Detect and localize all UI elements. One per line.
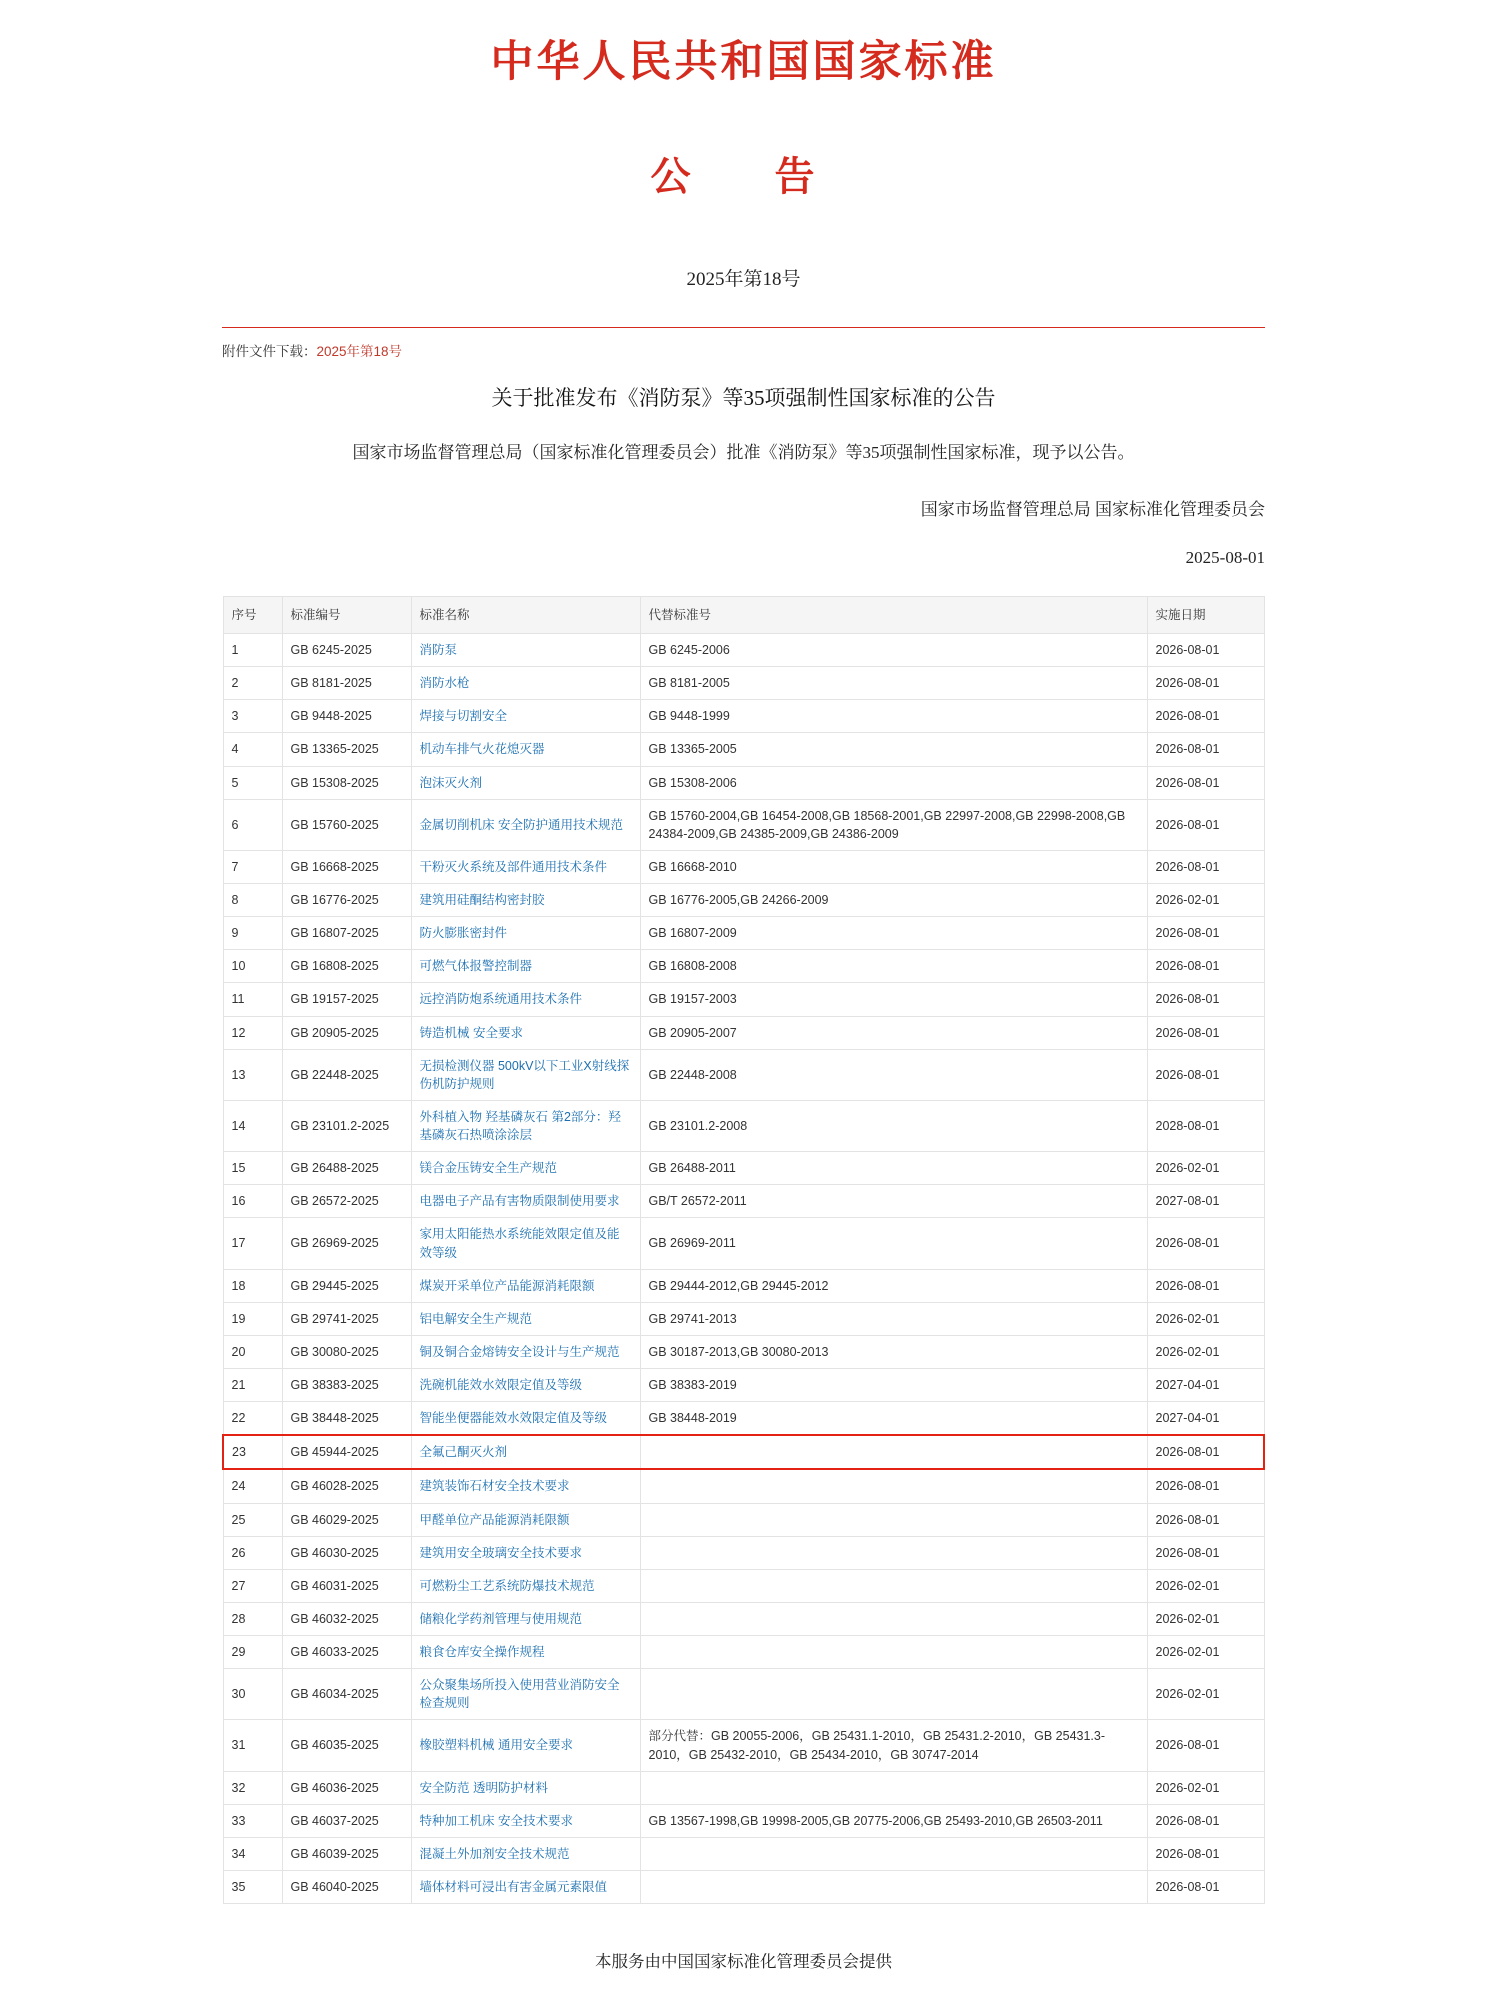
table-row xyxy=(223,1016,1264,1049)
cell-code: GB 46030-2025 xyxy=(282,1536,411,1569)
cell-name[interactable]: 混凝土外加剂安全技术规范 xyxy=(411,1837,640,1870)
cell-replaced: GB 6245-2006 xyxy=(640,634,1147,667)
cell-index: 25 xyxy=(223,1503,282,1536)
cell-date: 2026-08-01 xyxy=(1147,1871,1264,1904)
cell-date: 2026-08-01 xyxy=(1147,667,1264,700)
cell-replaced: GB 16807-2009 xyxy=(640,917,1147,950)
cell-replaced xyxy=(640,1503,1147,1536)
cell-name[interactable]: 甲醛单位产品能源消耗限额 xyxy=(411,1503,640,1536)
table-row xyxy=(223,799,1264,850)
cell-code: GB 46033-2025 xyxy=(282,1636,411,1669)
cell-name[interactable]: 防火膨胀密封件 xyxy=(411,917,640,950)
cell-code: GB 23101.2-2025 xyxy=(282,1100,411,1151)
cell-name[interactable]: 建筑用硅酮结构密封胶 xyxy=(411,884,640,917)
cell-index: 3 xyxy=(223,700,282,733)
table-row xyxy=(223,1402,1264,1436)
cell-index: 27 xyxy=(223,1569,282,1602)
cell-index: 20 xyxy=(223,1335,282,1368)
cell-date: 2026-02-01 xyxy=(1147,1602,1264,1635)
cell-code: GB 30080-2025 xyxy=(282,1335,411,1368)
cell-name[interactable]: 洗碗机能效水效限定值及等级 xyxy=(411,1369,640,1402)
cell-name[interactable]: 智能坐便器能效水效限定值及等级 xyxy=(411,1402,640,1436)
cell-replaced: GB 29741-2013 xyxy=(640,1302,1147,1335)
cell-index: 22 xyxy=(223,1402,282,1436)
cell-code: GB 20905-2025 xyxy=(282,1016,411,1049)
cell-name[interactable]: 机动车排气火花熄灭器 xyxy=(411,733,640,766)
cell-name[interactable]: 公众聚集场所投入使用营业消防安全检查规则 xyxy=(411,1669,640,1720)
cell-index: 28 xyxy=(223,1602,282,1635)
document-body: 国家市场监督管理总局（国家标准化管理委员会）批准《消防泵》等35项强制性国家标准，现予以公告。 xyxy=(352,443,1135,462)
cell-code: GB 46040-2025 xyxy=(282,1871,411,1904)
cell-date: 2027-04-01 xyxy=(1147,1402,1264,1436)
cell-name[interactable]: 安全防范 透明防护材料 xyxy=(411,1771,640,1804)
table-row xyxy=(223,850,1264,883)
cell-date: 2026-08-01 xyxy=(1147,799,1264,850)
cell-date: 2026-08-01 xyxy=(1147,1837,1264,1870)
cell-code: GB 13365-2025 xyxy=(282,733,411,766)
cell-code: GB 46037-2025 xyxy=(282,1804,411,1837)
cell-replaced: GB 29444-2012,GB 29445-2012 xyxy=(640,1269,1147,1302)
cell-code: GB 9448-2025 xyxy=(282,700,411,733)
cell-date: 2026-08-01 xyxy=(1147,733,1264,766)
cell-name[interactable]: 粮食仓库安全操作规程 xyxy=(411,1636,640,1669)
column-header-name: 标准名称 xyxy=(411,597,640,634)
cell-code: GB 26969-2025 xyxy=(282,1218,411,1269)
cell-code: GB 26572-2025 xyxy=(282,1185,411,1218)
cell-code: GB 29741-2025 xyxy=(282,1302,411,1335)
cell-index: 21 xyxy=(223,1369,282,1402)
cell-date: 2026-02-01 xyxy=(1147,1771,1264,1804)
table-row xyxy=(223,1049,1264,1100)
cell-date: 2026-02-01 xyxy=(1147,1669,1264,1720)
cell-name[interactable]: 铸造机械 安全要求 xyxy=(411,1016,640,1049)
cell-replaced: GB 23101.2-2008 xyxy=(640,1100,1147,1151)
cell-name[interactable]: 金属切削机床 安全防护通用技术规范 xyxy=(411,799,640,850)
cell-code: GB 6245-2025 xyxy=(282,634,411,667)
table-row xyxy=(223,1185,1264,1218)
column-header-date: 实施日期 xyxy=(1147,597,1264,634)
cell-date: 2026-02-01 xyxy=(1147,884,1264,917)
cell-replaced: GB 8181-2005 xyxy=(640,667,1147,700)
cell-code: GB 22448-2025 xyxy=(282,1049,411,1100)
table-row xyxy=(223,1771,1264,1804)
cell-index: 5 xyxy=(223,766,282,799)
cell-replaced: GB 9448-1999 xyxy=(640,700,1147,733)
cell-date: 2026-02-01 xyxy=(1147,1335,1264,1368)
cell-name[interactable]: 可燃气体报警控制器 xyxy=(411,950,640,983)
cell-replaced xyxy=(640,1469,1147,1503)
cell-name[interactable]: 无损检测仪器 500kV以下工业X射线探伤机防护规则 xyxy=(411,1049,640,1100)
cell-replaced xyxy=(640,1569,1147,1602)
table-row xyxy=(223,1369,1264,1402)
column-header-index: 序号 xyxy=(223,597,282,634)
table-row xyxy=(223,1218,1264,1269)
cell-index: 8 xyxy=(223,884,282,917)
cell-replaced xyxy=(640,1536,1147,1569)
cell-name[interactable]: 建筑用安全玻璃安全技术要求 xyxy=(411,1536,640,1569)
table-header xyxy=(223,597,1264,634)
cell-name[interactable]: 焊接与切割安全 xyxy=(411,700,640,733)
cell-code: GB 38448-2025 xyxy=(282,1402,411,1436)
cell-replaced xyxy=(640,1636,1147,1669)
cell-name[interactable]: 电器电子产品有害物质限制使用要求 xyxy=(411,1185,640,1218)
cell-index: 6 xyxy=(223,799,282,850)
cell-replaced xyxy=(640,1771,1147,1804)
table-row xyxy=(223,1503,1264,1536)
cell-name[interactable]: 橡胶塑料机械 通用安全要求 xyxy=(411,1720,640,1771)
cell-index: 15 xyxy=(223,1152,282,1185)
table-row xyxy=(223,884,1264,917)
cell-code: GB 26488-2025 xyxy=(282,1152,411,1185)
cell-index: 18 xyxy=(223,1269,282,1302)
cell-index: 10 xyxy=(223,950,282,983)
table-row xyxy=(223,1636,1264,1669)
cell-index: 11 xyxy=(223,983,282,1016)
standards-table xyxy=(222,596,1265,1904)
cell-code: GB 45944-2025 xyxy=(282,1435,411,1469)
table-header-row xyxy=(223,597,1264,634)
cell-code: GB 15760-2025 xyxy=(282,799,411,850)
cell-date: 2026-08-01 xyxy=(1147,1503,1264,1536)
table-row xyxy=(223,1871,1264,1904)
table-row xyxy=(223,1720,1264,1771)
cell-date: 2026-08-01 xyxy=(1147,950,1264,983)
cell-index: 9 xyxy=(223,917,282,950)
cell-replaced: GB 16808-2008 xyxy=(640,950,1147,983)
cell-replaced xyxy=(640,1669,1147,1720)
cell-name[interactable]: 墙体材料可浸出有害金属元素限值 xyxy=(411,1871,640,1904)
cell-code: GB 46028-2025 xyxy=(282,1469,411,1503)
cell-date: 2026-08-01 xyxy=(1147,1269,1264,1302)
cell-index: 29 xyxy=(223,1636,282,1669)
cell-replaced: GB 26969-2011 xyxy=(640,1218,1147,1269)
table-row xyxy=(223,700,1264,733)
cell-name[interactable]: 远控消防炮系统通用技术条件 xyxy=(411,983,640,1016)
cell-replaced xyxy=(640,1435,1147,1469)
cell-index: 14 xyxy=(223,1100,282,1151)
cell-name[interactable]: 铝电解安全生产规范 xyxy=(411,1302,640,1335)
table-row xyxy=(223,950,1264,983)
cell-index: 16 xyxy=(223,1185,282,1218)
table-row xyxy=(223,917,1264,950)
cell-replaced: GB 38383-2019 xyxy=(640,1369,1147,1402)
issuing-authority: 国家市场监督管理总局 国家标准化管理委员会 xyxy=(920,500,1265,519)
cell-index: 17 xyxy=(223,1218,282,1269)
cell-date: 2026-02-01 xyxy=(1147,1569,1264,1602)
cell-code: GB 46039-2025 xyxy=(282,1837,411,1870)
issue-number: 2025年第18号 xyxy=(686,269,801,290)
cell-name[interactable]: 储粮化学药剂管理与使用规范 xyxy=(411,1602,640,1635)
cell-index: 2 xyxy=(223,667,282,700)
cell-index: 24 xyxy=(223,1469,282,1503)
page-title: 中华人民共和国国家标准 xyxy=(490,39,997,86)
page-subtitle: 公 告 xyxy=(650,154,837,199)
cell-name[interactable]: 消防水枪 xyxy=(411,667,640,700)
cell-replaced: GB 22448-2008 xyxy=(640,1049,1147,1100)
cell-date: 2027-08-01 xyxy=(1147,1185,1264,1218)
cell-replaced: GB/T 26572-2011 xyxy=(640,1185,1147,1218)
cell-code: GB 46034-2025 xyxy=(282,1669,411,1720)
cell-code: GB 46035-2025 xyxy=(282,1720,411,1771)
issue-date: 2025-08-01 xyxy=(1185,548,1265,567)
cell-name[interactable]: 可燃粉尘工艺系统防爆技术规范 xyxy=(411,1569,640,1602)
document-title: 关于批准发布《消防泵》等35项强制性国家标准的公告 xyxy=(491,386,996,410)
cell-replaced: 部分代替：GB 20055-2006，GB 25431.1-2010，GB 25431.2-2010，GB 25431.3-2010，GB 25432-2010，GB 25434-2010，GB 30747-2014 xyxy=(640,1720,1147,1771)
cell-index: 1 xyxy=(223,634,282,667)
cell-replaced xyxy=(640,1602,1147,1635)
table-row xyxy=(223,1269,1264,1302)
cell-date: 2026-08-01 xyxy=(1147,850,1264,883)
cell-date: 2026-02-01 xyxy=(1147,1152,1264,1185)
column-header-replaced: 代替标准号 xyxy=(640,597,1147,634)
cell-date: 2026-08-01 xyxy=(1147,983,1264,1016)
cell-name[interactable]: 全氟己酮灭火剂 xyxy=(411,1435,640,1469)
cell-date: 2026-02-01 xyxy=(1147,1302,1264,1335)
cell-code: GB 16668-2025 xyxy=(282,850,411,883)
cell-index: 4 xyxy=(223,733,282,766)
cell-code: GB 38383-2025 xyxy=(282,1369,411,1402)
cell-date: 2026-08-01 xyxy=(1147,700,1264,733)
cell-index: 35 xyxy=(223,1871,282,1904)
cell-index: 7 xyxy=(223,850,282,883)
table-row xyxy=(223,634,1264,667)
table-row xyxy=(223,1569,1264,1602)
cell-replaced xyxy=(640,1837,1147,1870)
cell-name[interactable]: 煤炭开采单位产品能源消耗限额 xyxy=(411,1269,640,1302)
table-body xyxy=(223,634,1264,1904)
table-row xyxy=(223,1536,1264,1569)
table-row xyxy=(223,1335,1264,1368)
table-row xyxy=(223,983,1264,1016)
cell-date: 2026-08-01 xyxy=(1147,634,1264,667)
cell-date: 2026-08-01 xyxy=(1147,1435,1264,1469)
cell-name[interactable]: 铜及铜合金熔铸安全设计与生产规范 xyxy=(411,1335,640,1368)
cell-date: 2026-08-01 xyxy=(1147,1720,1264,1771)
cell-replaced: GB 15760-2004,GB 16454-2008,GB 18568-2001,GB 22997-2008,GB 22998-2008,GB 24384-2009,GB 24385-2009,GB 24386-2009 xyxy=(640,799,1147,850)
cell-replaced: GB 15308-2006 xyxy=(640,766,1147,799)
table-row xyxy=(223,1100,1264,1151)
cell-index: 26 xyxy=(223,1536,282,1569)
cell-date: 2026-08-01 xyxy=(1147,917,1264,950)
cell-date: 2026-08-01 xyxy=(1147,1804,1264,1837)
table-row xyxy=(223,1469,1264,1503)
cell-replaced: GB 38448-2019 xyxy=(640,1402,1147,1436)
cell-index: 32 xyxy=(223,1771,282,1804)
cell-date: 2026-08-01 xyxy=(1147,1049,1264,1100)
table-row xyxy=(223,1152,1264,1185)
cell-index: 19 xyxy=(223,1302,282,1335)
table-row xyxy=(223,667,1264,700)
cell-name[interactable]: 家用太阳能热水系统能效限定值及能效等级 xyxy=(411,1218,640,1269)
cell-replaced: GB 16776-2005,GB 24266-2009 xyxy=(640,884,1147,917)
cell-replaced: GB 20905-2007 xyxy=(640,1016,1147,1049)
cell-date: 2026-08-01 xyxy=(1147,1469,1264,1503)
cell-name[interactable]: 镁合金压铸安全生产规范 xyxy=(411,1152,640,1185)
cell-index: 30 xyxy=(223,1669,282,1720)
attachment-row xyxy=(222,340,1487,360)
cell-name[interactable]: 特种加工机床 安全技术要求 xyxy=(411,1804,640,1837)
cell-replaced: GB 19157-2003 xyxy=(640,983,1147,1016)
cell-index: 12 xyxy=(223,1016,282,1049)
cell-index: 13 xyxy=(223,1049,282,1100)
table-row xyxy=(223,733,1264,766)
cell-replaced xyxy=(640,1871,1147,1904)
cell-replaced: GB 13567-1998,GB 19998-2005,GB 20775-2006,GB 25493-2010,GB 26503-2011 xyxy=(640,1804,1147,1837)
cell-code: GB 16776-2025 xyxy=(282,884,411,917)
cell-date: 2026-02-01 xyxy=(1147,1636,1264,1669)
cell-date: 2026-08-01 xyxy=(1147,1016,1264,1049)
cell-code: GB 29445-2025 xyxy=(282,1269,411,1302)
cell-date: 2026-08-01 xyxy=(1147,766,1264,799)
cell-index: 34 xyxy=(223,1837,282,1870)
cell-index: 31 xyxy=(223,1720,282,1771)
cell-date: 2027-04-01 xyxy=(1147,1369,1264,1402)
cell-code: GB 15308-2025 xyxy=(282,766,411,799)
cell-code: GB 46036-2025 xyxy=(282,1771,411,1804)
cell-name[interactable]: 外科植入物 羟基磷灰石 第2部分：羟基磷灰石热喷涂涂层 xyxy=(411,1100,640,1151)
cell-replaced: GB 30187-2013,GB 30080-2013 xyxy=(640,1335,1147,1368)
cell-replaced: GB 13365-2005 xyxy=(640,733,1147,766)
table-row xyxy=(223,766,1264,799)
table-row xyxy=(223,1669,1264,1720)
cell-code: GB 46032-2025 xyxy=(282,1602,411,1635)
cell-name[interactable]: 建筑装饰石材安全技术要求 xyxy=(411,1469,640,1503)
table-row xyxy=(223,1602,1264,1635)
divider-rule xyxy=(222,327,1265,328)
cell-code: GB 16808-2025 xyxy=(282,950,411,983)
cell-code: GB 8181-2025 xyxy=(282,667,411,700)
cell-name[interactable]: 泡沫灭火剂 xyxy=(411,766,640,799)
cell-replaced: GB 26488-2011 xyxy=(640,1152,1147,1185)
cell-index: 33 xyxy=(223,1804,282,1837)
table-row xyxy=(223,1804,1264,1837)
column-header-code: 标准编号 xyxy=(282,597,411,634)
cell-replaced: GB 16668-2010 xyxy=(640,850,1147,883)
attachment-download-link[interactable]: 2025年第18号 xyxy=(316,344,403,359)
cell-code: GB 16807-2025 xyxy=(282,917,411,950)
cell-date: 2026-08-01 xyxy=(1147,1218,1264,1269)
cell-code: GB 19157-2025 xyxy=(282,983,411,1016)
cell-name[interactable]: 干粉灭火系统及部件通用技术条件 xyxy=(411,850,640,883)
table-row xyxy=(223,1837,1264,1870)
cell-index: 23 xyxy=(223,1435,282,1469)
cell-date: 2028-08-01 xyxy=(1147,1100,1264,1151)
cell-date: 2026-08-01 xyxy=(1147,1536,1264,1569)
cell-code: GB 46029-2025 xyxy=(282,1503,411,1536)
cell-code: GB 46031-2025 xyxy=(282,1569,411,1602)
table-row xyxy=(223,1302,1264,1335)
cell-name[interactable]: 消防泵 xyxy=(411,634,640,667)
table-row xyxy=(223,1435,1264,1469)
attachment-label: 附件文件下载： xyxy=(222,344,317,359)
footer-note: 本服务由中国国家标准化管理委员会提供 xyxy=(595,1952,892,1972)
